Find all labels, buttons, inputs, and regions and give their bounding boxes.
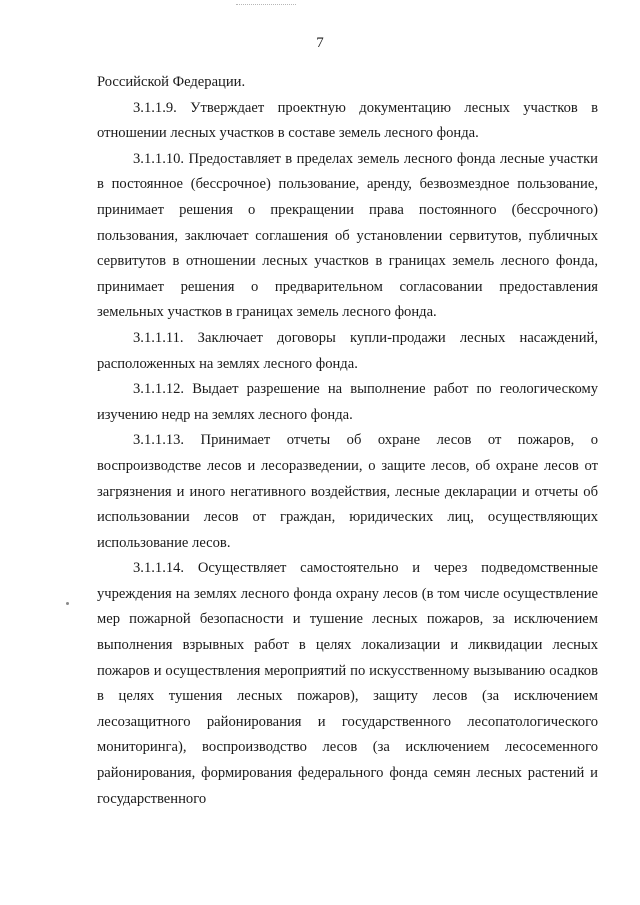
paragraph-continuation: Российской Федерации. <box>97 74 246 90</box>
paragraph-3-1-1-11: 3.1.1.11. Заключает договоры купли-продажи лесных насаждений, расположенных на землях лесного фонда. <box>97 329 598 372</box>
margin-speck <box>66 602 69 605</box>
paragraph-3-1-1-10: 3.1.1.10. Предоставляет в пределах земель лесного фонда лесные участки в постоянное (бессрочное) пользование, аренду, безвозмездное пользование, принимает решения о прекращении права постоянного (бессрочного) пользования, заключает соглашения об установлении сервитутов, публичных сервитутов в отношении лесных участков в границах земель лесного фонда, принимает решения о предварительном согласовании предоставления земельных участков в границах земель лесного фонда. <box>97 150 598 321</box>
scan-artifact <box>236 4 296 8</box>
page-number: 7 <box>316 35 324 51</box>
paragraph-3-1-1-13: 3.1.1.13. Принимает отчеты об охране лесов от пожаров, о воспроизводстве лесов и лесоразведении, о защите лесов, об охране лесов от загрязнения и иного негативного воздействия, лесные декларации и отчеты об использовании лесов от граждан, юридических лиц, осуществляющих использование лесов. <box>97 432 598 551</box>
paragraph-3-1-1-9: 3.1.1.9. Утверждает проектную документацию лесных участков в отношении лесных участков в составе земель лесного фонда. <box>97 99 598 142</box>
paragraph-3-1-1-12: 3.1.1.12. Выдает разрешение на выполнение работ по геологическому изучению недр на землях лесного фонда. <box>97 381 598 423</box>
document-body <box>97 70 598 812</box>
paragraph-3-1-1-14: 3.1.1.14. Осуществляет самостоятельно и через подведомственные учреждения на землях лесного фонда охрану лесов (в том числе осуществление мер пожарной безопасности и тушение лесных пожаров, за исключением выполнения взрывных работ в целях локализации и ликвидации лесных пожаров и осуществления мероприятий по искусственному вызыванию осадков в целях тушения лесных пожаров), защиту лесов (за исключением лесозащитного районирования и государственного лесопатологического мониторинга), воспроизводство лесов (за исключением лесосеменного районирования, формирования федерального фонда семян лесных растений и государственного <box>97 560 598 807</box>
